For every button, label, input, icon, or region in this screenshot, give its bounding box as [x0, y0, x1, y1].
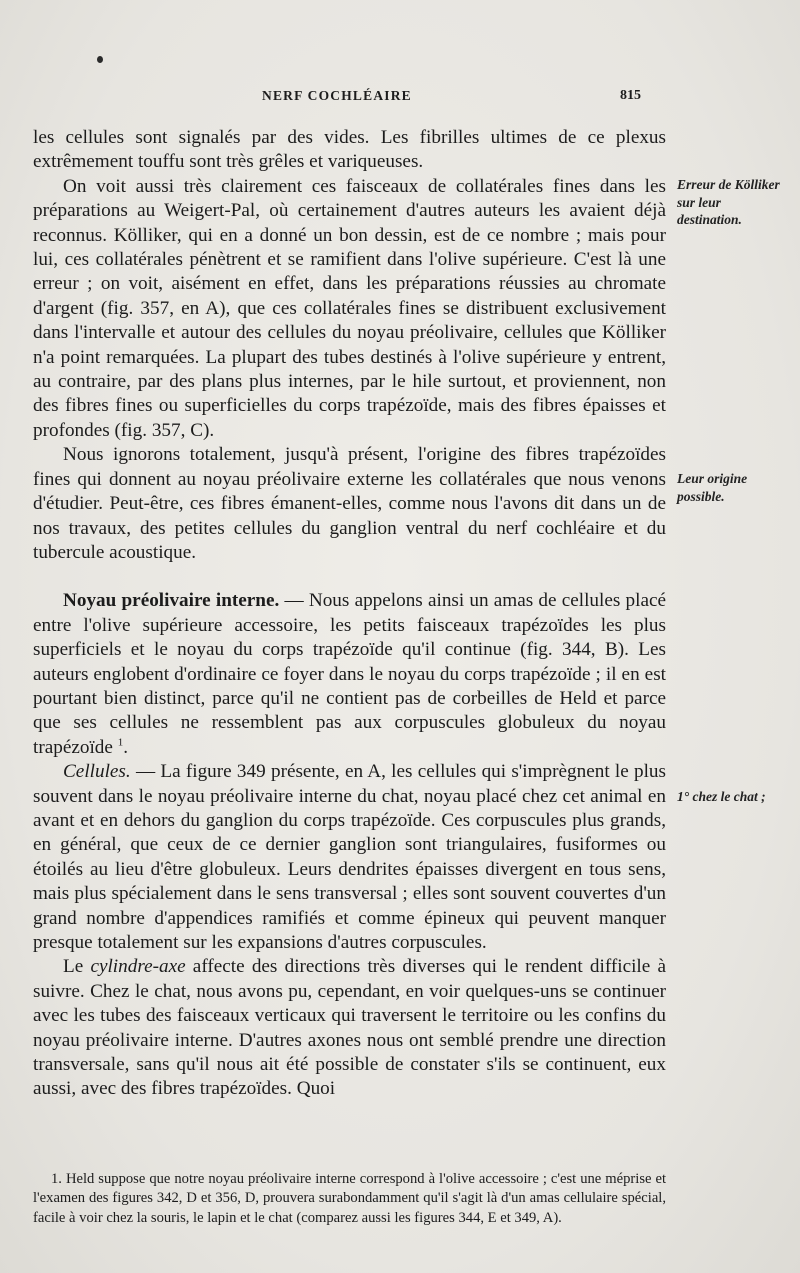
running-title: NERF COCHLÉAIRE — [262, 88, 412, 103]
print-speck — [97, 56, 103, 63]
margin-note-erreur: Erreur de Kölliker sur leur destination. — [677, 177, 780, 227]
paragraph-2: On voit aussi très clairement ces faisceaux de collatérales fines dans les préparations au Weigert-Pal, où certainement d'autres auteurs les avaient déjà reconnus. Kölliker, qui en a donné un bon dessin, est de ce nombre ; mais pour lui, ces collatérales pénètrent et se ramifient dans l'olive supérieure. C'est là une erreur ; on voit, aisément en effet, dans les préparations réussies au chromate d'argent (fig. 357, en A), que ces collatérales fines se distribuent exclusivement dans l'intervalle et autour des cellules du noyau préolivaire, cellules que Kölliker n'a point remarquées. La plupart des tubes destinés à l'olive supérieure y entrent, au contraire, par des plans plus internes, par le hile surtout, et proviennent, non des fibres fines ou superficielles du corps trapézoïde, mais des fibres épaisses et profondes (fig. 357, C). — [33, 175, 666, 441]
footnote-text: 1. Held suppose que notre noyau préolivaire interne correspond à l'olive accessoire ; c'est une méprise et l'examen des figures 342, D et 356, D, prouvera surabondamment qu'il s'agit là d'un amas cellulaire spécial, facile à voir chez la souris, le lapin et le chat (comparez aussi les figures 344, E et 349, A). — [33, 1171, 666, 1226]
paragraph-1: les cellules sont signalés par des vides. Les fibrilles ultimes de ce plexus extrêmement touffu sont très grêles et variqueuses. — [33, 127, 666, 173]
margin-note-chat: 1° chez le chat ; — [677, 789, 766, 804]
main-text — [33, 126, 666, 1102]
paragraph-5 — [33, 760, 666, 955]
paragraph-4-text: — Nous appelons ainsi un amas de cellules placé entre l'olive supérieure accessoire, les petits faisceaux trapézoïdes les plus superficiels et le noyau du corps trapézoïde qu'il continue (fig. 344, B). Les auteurs englobent d'ordinaire ce foyer dans le noyau du corps trapézoïde ; il en est pourtant bien distinct, parce qu'il ne contient pas de corbeilles de Held et parce que ses cellules ne ressemblent pas aux corpuscules globuleux du noyau trapézoïde — [33, 590, 666, 758]
paragraph-6-text: affecte des directions très diverses qui le rendent difficile à suivre. Chez le chat, nous avons pu, cependant, en voir quelques-uns se continuer avec les tubes des faisceaux verticaux qui traversent le territoire ou les confins du noyau préolivaire interne. D'autres axones nous ont semblé prendre une direction transversale, sans qu'il nous ait été possible de constater s'ils se continuent, eux aussi, avec des fibres trapézoïdes. Quoi — [33, 956, 666, 1100]
term-cylindre-axe: cylindre-axe — [90, 956, 186, 978]
page-header — [0, 88, 800, 108]
paragraph-4-end: . — [123, 736, 128, 758]
margin-note-origine: Leur origine possible. — [677, 471, 748, 504]
paragraph-4 — [33, 589, 666, 760]
paragraph-3: Nous ignorons totalement, jusqu'à présent, l'origine des fibres trapézoïdes fines qui donnent au noyau préolivaire externe les collatérales que nous venons d'étudier. Peut-être, ces fibres émanent-elles, comme nous l'avons dit dans un de nos travaux, des petites cellules du ganglion ventral du nerf cochléaire et du tubercule acoustique. — [33, 444, 666, 563]
footnote — [33, 1170, 666, 1228]
paragraph-6-pre: Le — [63, 956, 91, 978]
footnote-ref: 1 — [117, 736, 124, 749]
paragraph-5-text: — La figure 349 présente, en A, les cellules qui s'imprègnent le plus souvent dans le noyau préolivaire interne du chat, noyau placé chez cet animal en avant et en dehors du ganglion du corps trapézoïde. Ces corpuscules plus grands, en général, que ceux de ce dernier ganglion sont triangulaires, fusiformes ou étoilés au lieu d'être globuleux. Leurs dendrites épaisses divergent en tous sens, mais plus spécialement dans le sens transversal ; elles sont souvent couvertes d'un grand nombre d'appendices ramifiés et comme épineux qui peuvent manquer presque totalement sur les expansions d'autres corpuscules. — [33, 761, 666, 953]
section-heading: Noyau préolivaire interne. — [63, 590, 280, 612]
paragraph-6 — [33, 955, 666, 1101]
page-number: 815 — [620, 88, 641, 103]
term-cellules: Cellules. — [63, 761, 131, 783]
